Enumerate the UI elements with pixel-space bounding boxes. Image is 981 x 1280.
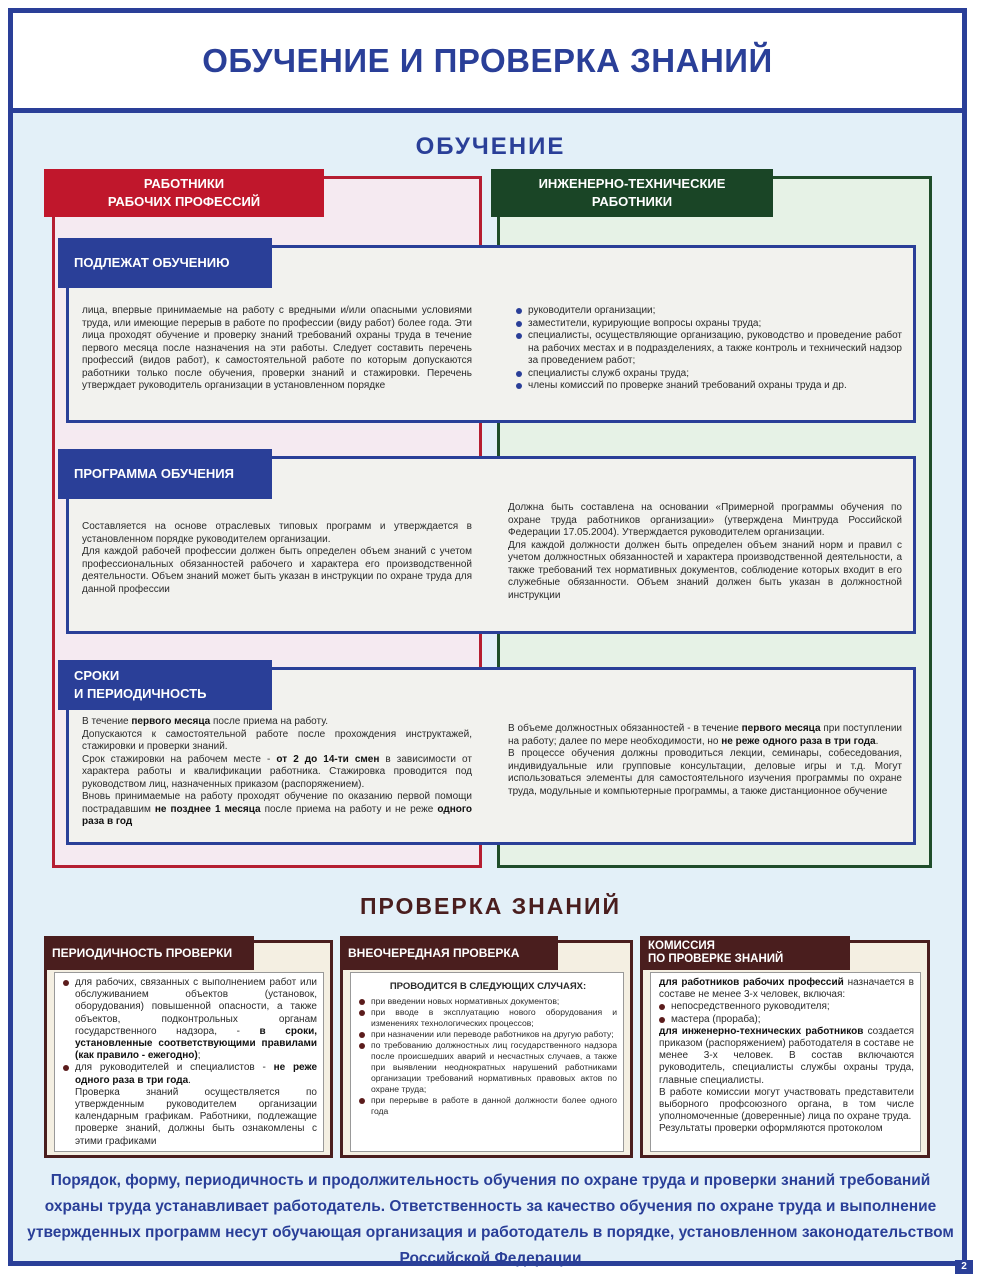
periodic-tab: ПЕРИОДИЧНОСТЬ ПРОВЕРКИ: [44, 936, 254, 970]
list-item: для руководителей и специалистов - не реже одного раза в три года.: [63, 1062, 317, 1086]
commission-inner: [650, 972, 921, 1152]
list-item: руководители организации;: [516, 305, 902, 318]
list-item: заместители, курирующие вопросы охраны труда;: [516, 318, 902, 331]
list-item: при перерыве в работе в данной должности более одного года: [359, 1095, 617, 1117]
program-engineers-text: Должна быть составлена на основании «Примерной программы обучения по охране труда работников организации» (утверждена Минтруда Российской Федерации 17.05.2004). Утверждается руководителем организации. Для каждой должности должен быть определен объем знаний норм и правил с учетом должностных обязанностей и характера производственной деятельности, а также требований тех нормативных документов, соблюдение которых входит в его служебные обязанности. Объем знаний должен быть указан в должностной инструкции: [508, 502, 902, 601]
subject-engineers-list: [516, 305, 902, 393]
extra-tab: ВНЕОЧЕРЕДНАЯ ПРОВЕРКА: [340, 936, 558, 970]
program-workers-text: Составляется на основе отраслевых типовых программ и утверждается в установленном порядке руководителем организации. Для каждой рабочей профессии должен быть определен объем знаний с учетом профессиональных обязанностей рабочего и характера его производственной деятельности. Объем знаний может быть указан в инструкции по охране труда для данной профессии: [82, 521, 472, 595]
check-heading: ПРОВЕРКА ЗНАНИЙ: [359, 893, 622, 919]
commission-text: для работников рабочих профессий назначается в составе не менее 3-х человек, включая: непосредственного руководителя; мастера (прораба); для инженерно-технических работников создается приказом (распоряжением) работодателя в составе не менее 3-х человек. В состав включаются руководитель, специалисты службы охраны труда, главные специалисты. В работе комиссии могут участвовать представители выборного профсоюзного органа, в том числе уполномоченные (доверенные) лица по охране труда. Результаты проверки оформляются протоколом: [659, 977, 915, 1135]
title-bar: [13, 13, 962, 113]
extra-list: [359, 996, 617, 1117]
footer-note: Порядок, форму, периодичность и продолжительность обучения по охране труда и проверки знаний требований охраны труда устанавливает работодатель. Ответственность за качество обучения по охране труда и выполнение утвержденных программ несут обучающая организация и работодатель в порядке, установленном законодательством Российской Федерации: [27, 1172, 954, 1267]
periodic-inner: [54, 972, 324, 1152]
engineers-column-header: ИНЖЕНЕРНО-ТЕХНИЧЕСКИЕ РАБОТНИКИ: [491, 169, 773, 217]
periodic-content: [63, 977, 317, 1148]
subject-workers-text: лица, впервые принимаемые на работу с вредными и/или опасными условиями труда, или имеющие перерыв в работе по профессии (виду работ) более года. Эти лица проходят обучение и проверку знаний требований охраны труда в течение первого месяца после назначения на эти работы. Следует составить перечень профессий (видов работ), к самостоятельной работе по которым допускаются работники только после обучения, проверки знаний и стажировки. Перечень утверждает руководитель организации в установленном порядке: [82, 305, 472, 391]
terms-engineers-text: В объеме должностных обязанностей - в течение первого месяца при поступлении на работу; далее по мере необходимости, но не реже одного раза в три года. В процессе обучения должны проводиться лекции, семинары, собеседования, индивидуальные или групповые консультации, деловые игры и т.д. Могут использоваться элементы для самостоятельного изучения программы по охране труда, модульные и компьютерные программы, а также дистанционное обучение: [508, 723, 902, 797]
training-heading: ОБУЧЕНИЕ: [415, 133, 566, 160]
terms-tab: СРОКИ И ПЕРИОДИЧНОСТЬ: [58, 660, 272, 710]
periodic-list: [63, 977, 317, 1087]
extra-subtitle: ПРОВОДИТСЯ В СЛЕДУЮЩИХ СЛУЧАЯХ:: [389, 981, 587, 992]
subject-tab: ПОДЛЕЖАТ ОБУЧЕНИЮ: [58, 238, 272, 288]
extra-content: [359, 981, 617, 1117]
list-item: при вводе в эксплуатацию нового оборудования и изменениях технологических процессов;: [359, 1007, 617, 1029]
extra-inner: [350, 972, 624, 1152]
list-item: члены комиссий по проверке знаний требований охраны труда и др.: [516, 380, 902, 393]
list-item: специалисты служб охраны труда;: [516, 368, 902, 381]
periodic-note: Проверка знаний осуществляется по утвержденным руководителем организации календарным графикам. Работники, подлежащие проверке знаний, должны быть ознакомлены с этими графиками: [75, 1086, 317, 1147]
page-number: 2: [955, 1260, 973, 1274]
workers-column-header: РАБОТНИКИ РАБОЧИХ ПРОФЕССИЙ: [44, 169, 324, 217]
list-item: при введении новых нормативных документов;: [359, 996, 617, 1007]
commission-tab: КОМИССИЯ ПО ПРОВЕРКЕ ЗНАНИЙ: [640, 936, 850, 970]
terms-workers-text: В течение первого месяца после приема на работу. Допускаются к самостоятельной работе после прохождения инструктажей, стажировки и проверки знаний. Срок стажировки на рабочем месте - от 2 до 14-ти смен в зависимости от характера работы и квалификации работника. Стажировка проводится под руководством лиц, назначенных приказом (распоряжением). Вновь принимаемые на работу проходят обучение по оказанию первой помощи пострадавшим не позднее 1 месяца после приема на работу и не реже одного раза в год: [82, 716, 472, 827]
page-title: ОБУЧЕНИЕ И ПРОВЕРКА ЗНАНИЙ: [202, 41, 773, 79]
list-item: по требованию должностных лиц государственного надзора после происшедших аварий и несчастных случаев, а также при выявлении неоднократных нарушений работниками организации требований нормативных правовых актов по охране труда;: [359, 1040, 617, 1095]
list-item: для рабочих, связанных с выполнением работ или обслуживанием объектов (установок, оборудования) повышенной опасности, а также объектов, подконтрольных органам государственного надзора, - в сроки, установленные соответствующими правилами (как правило - ежегодно);: [63, 977, 317, 1062]
list-item: специалисты, осуществляющие организацию, руководство и проведение работ на рабочих местах и в подразделениях, а также контроль и технический надзор за проведением работ;: [516, 330, 902, 368]
list-item: при назначении или переводе работников на другую работу;: [359, 1029, 617, 1040]
program-tab: ПРОГРАММА ОБУЧЕНИЯ: [58, 449, 272, 499]
